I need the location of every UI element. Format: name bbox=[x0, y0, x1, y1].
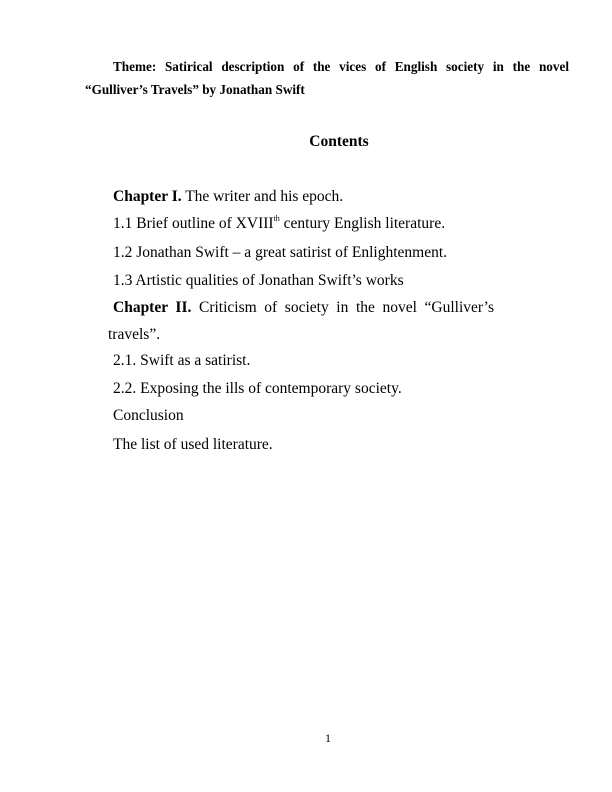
toc-item-1-2: 1.2 Jonathan Swift – a great satirist of Enlightenment. bbox=[113, 244, 448, 261]
item-1-1-prefix: 1.1 Brief outline of XVIII bbox=[113, 215, 274, 232]
toc-chapter-2-continued: travels”. bbox=[108, 326, 161, 343]
item-1-1-superscript: th bbox=[273, 213, 280, 223]
toc-item-2-1: 2.1. Swift as a satirist. bbox=[113, 352, 251, 369]
toc-item-1-1 bbox=[113, 214, 445, 234]
theme-line-1: Theme: Satirical description of the vices of English society in the novel bbox=[113, 59, 569, 74]
theme-heading bbox=[85, 55, 569, 101]
toc-literature: The list of used literature. bbox=[113, 436, 273, 453]
chapter-2-title-line-1: Criticism of society in the novel “Gulliver’s bbox=[191, 299, 494, 316]
toc-item-2-2: 2.2. Exposing the ills of contemporary society. bbox=[113, 380, 402, 397]
toc-chapter-1 bbox=[113, 187, 343, 207]
chapter-2-label: Chapter II. bbox=[113, 299, 192, 316]
theme-line-2: “Gulliver’s Travels” by Jonathan Swift bbox=[85, 82, 305, 97]
toc-conclusion: Conclusion bbox=[113, 407, 184, 424]
toc-chapter-2 bbox=[113, 298, 494, 318]
chapter-1-title: The writer and his epoch. bbox=[181, 188, 344, 205]
item-1-1-suffix: century English literature. bbox=[279, 215, 446, 232]
page-number: 1 bbox=[325, 731, 331, 745]
contents-title: Contents bbox=[309, 133, 369, 150]
toc-item-1-3: 1.3 Artistic qualities of Jonathan Swift’s works bbox=[113, 272, 404, 289]
chapter-1-label: Chapter I. bbox=[113, 188, 182, 205]
